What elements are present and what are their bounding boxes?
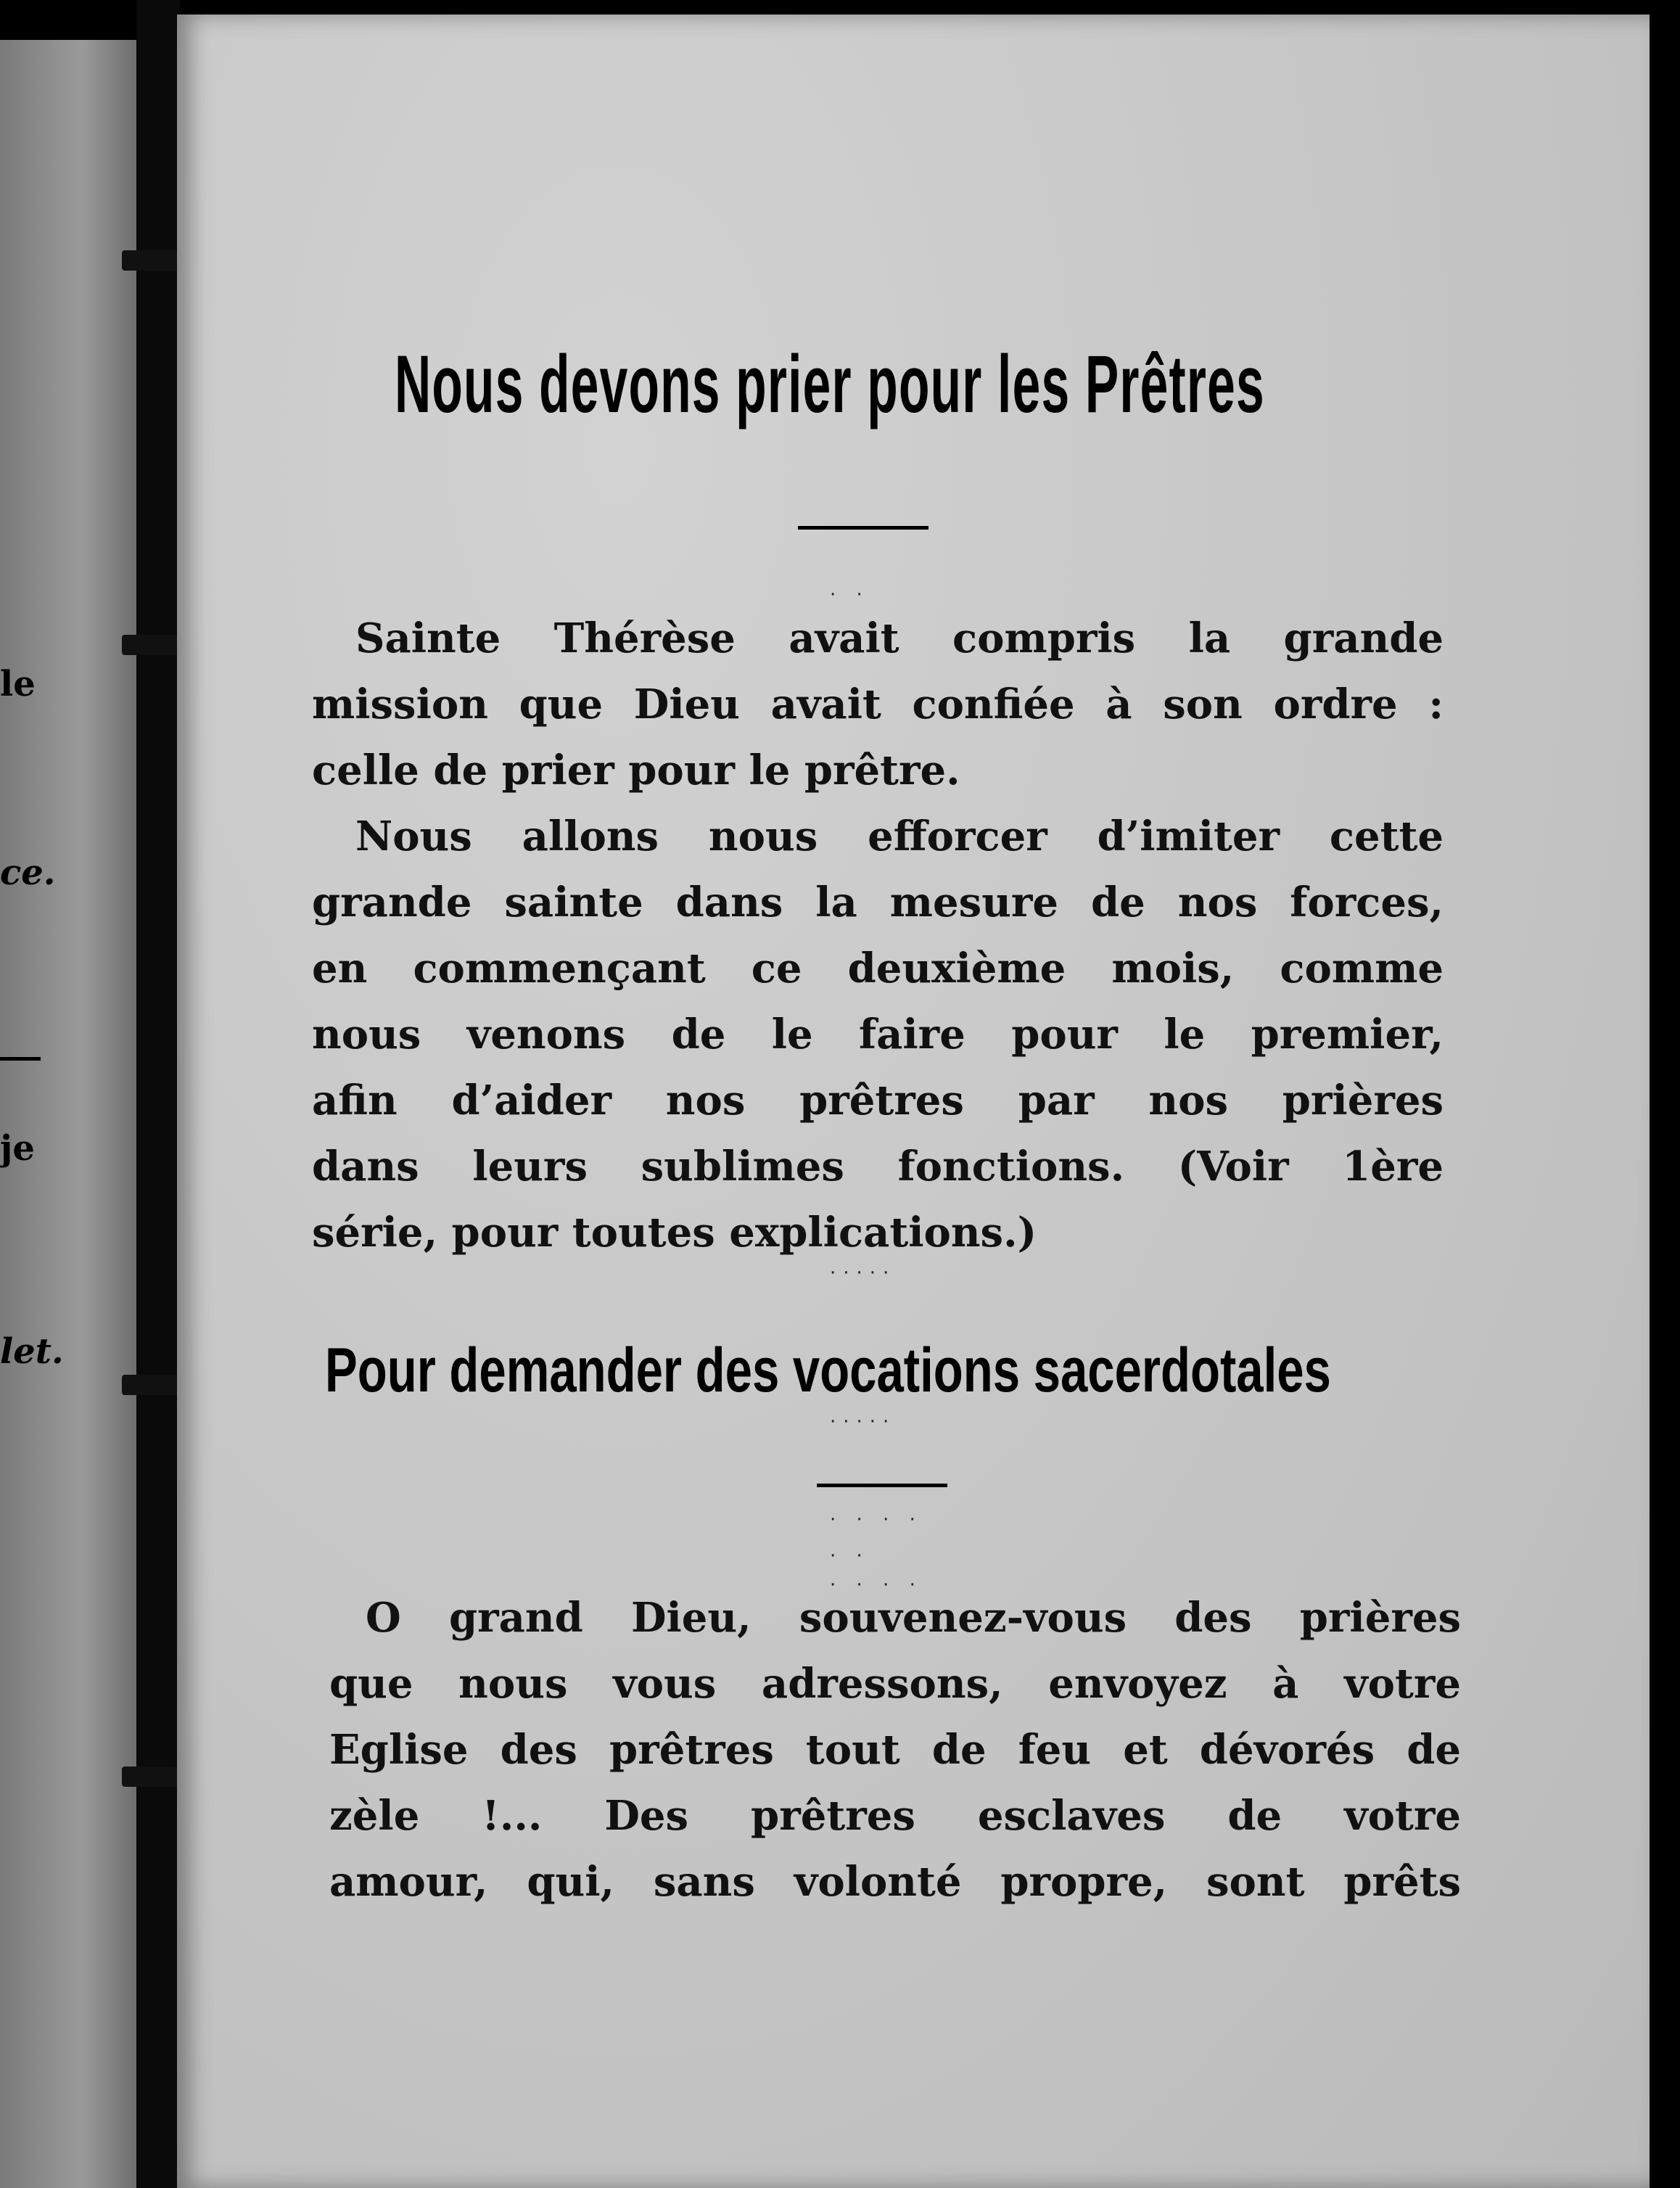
binding-gutter — [136, 0, 180, 2188]
text-line: que nous vous adressons, envoyez à votre — [329, 1660, 1461, 1708]
perforation-dots: · · · · — [830, 1509, 923, 1531]
book-page — [177, 15, 1650, 2188]
title-rule — [798, 526, 928, 530]
left-page-dash — [0, 1057, 41, 1061]
page-title: Nous devons prier pour les Prêtres — [395, 339, 1265, 429]
subtitle-rule — [817, 1484, 947, 1487]
perforation-dots: · · — [830, 584, 870, 606]
text-line: dans leurs sublimes fonctions. (Voir 1ère — [312, 1143, 1444, 1190]
text-line: série, pour toutes explications.) — [312, 1209, 1037, 1257]
section-subtitle: Pour demander des vocations sacerdotales — [325, 1336, 1331, 1405]
left-page-fragment: le — [0, 664, 36, 704]
left-facing-page — [0, 40, 136, 2188]
text-line: zèle !... Des prêtres esclaves de votre — [329, 1792, 1461, 1840]
text-line: amour, qui, sans volonté propre, sont prêts — [329, 1858, 1461, 1906]
perforation-dots: ····· — [830, 1411, 897, 1433]
perforation-dots: ····· — [830, 1262, 897, 1284]
text-line: Nous allons nous efforcer d’imiter cette — [355, 813, 1444, 860]
text-line: Sainte Thérèse avait compris la grande — [355, 614, 1444, 662]
text-line: O grand Dieu, souvenez-vous des prières — [366, 1594, 1461, 1642]
prayer-paragraph — [329, 1585, 1461, 1915]
intro-paragraph — [312, 606, 1444, 1266]
text-line: en commençant ce deuxième mois, comme — [312, 945, 1444, 992]
left-page-fragment: let. — [0, 1331, 64, 1372]
perforation-dots: · · — [830, 1545, 870, 1567]
text-line: nous venons de le faire pour le premier, — [312, 1011, 1444, 1058]
text-line: grande sainte dans la mesure de nos forces, — [312, 879, 1444, 926]
text-line: afin d’aider nos prêtres par nos prières — [312, 1077, 1444, 1124]
perforation-dots: · · · · — [830, 1574, 923, 1596]
left-page-fragment: je — [0, 1128, 35, 1169]
text-line: celle de prier pour le prêtre. — [312, 747, 960, 794]
left-page-fragment: ce. — [0, 852, 56, 893]
text-line: Eglise des prêtres tout de feu et dévorés de — [329, 1726, 1461, 1774]
text-line: mission que Dieu avait confiée à son ordre : — [312, 680, 1444, 728]
